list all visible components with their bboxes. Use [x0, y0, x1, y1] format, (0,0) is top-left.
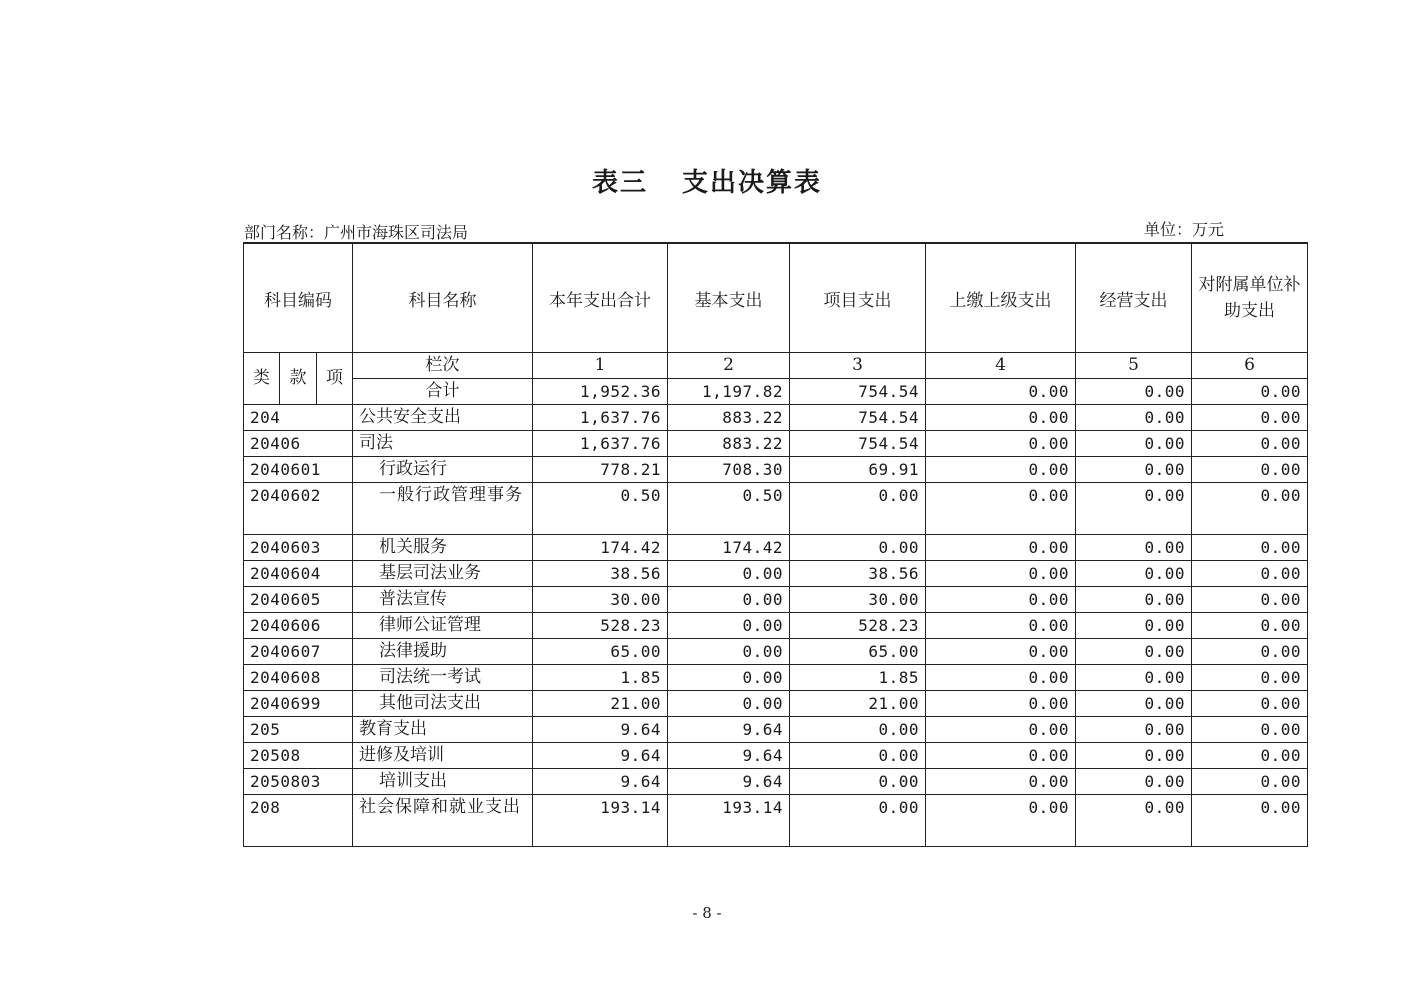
- row-v4: 0.00: [926, 483, 1076, 535]
- row-v6: 0.00: [1192, 795, 1308, 847]
- row-name: 公共安全支出: [353, 405, 533, 431]
- row-name: 机关服务: [353, 535, 533, 561]
- header-lei: 类: [244, 353, 280, 405]
- row-v2: 0.50: [668, 483, 790, 535]
- header-lanci: 栏次: [353, 353, 533, 379]
- row-v3: 0.00: [790, 795, 926, 847]
- row-v4: 0.00: [926, 665, 1076, 691]
- table-row: [244, 795, 1308, 847]
- header-subsidy: 对附属单位补助支出: [1192, 243, 1308, 353]
- header-code: 科目编码: [244, 243, 353, 353]
- row-v4: 0.00: [926, 405, 1076, 431]
- row-v4: 0.00: [926, 587, 1076, 613]
- row-v1: 193.14: [533, 795, 668, 847]
- expenditure-table: [243, 242, 1308, 847]
- row-v1: 65.00: [533, 639, 668, 665]
- row-v6: 0.00: [1192, 431, 1308, 457]
- row-v6: 0.00: [1192, 457, 1308, 483]
- row-v6: 0.00: [1192, 405, 1308, 431]
- row-v1: 528.23: [533, 613, 668, 639]
- row-code: 2040601: [244, 457, 353, 483]
- row-v1: 9.64: [533, 743, 668, 769]
- row-name: 培训支出: [353, 769, 533, 795]
- row-v2: 9.64: [668, 769, 790, 795]
- table-row: [244, 691, 1308, 717]
- row-v2: 174.42: [668, 535, 790, 561]
- col-num-3: 3: [790, 353, 926, 379]
- row-v4: 0.00: [926, 613, 1076, 639]
- row-v6: 0.00: [1192, 639, 1308, 665]
- row-v5: 0.00: [1076, 743, 1192, 769]
- row-v4: 0.00: [926, 639, 1076, 665]
- row-v5: 0.00: [1076, 769, 1192, 795]
- row-v5: 0.00: [1076, 639, 1192, 665]
- header-name: 科目名称: [353, 243, 533, 353]
- table-row: [244, 769, 1308, 795]
- row-name: 教育支出: [353, 717, 533, 743]
- row-code: 2040602: [244, 483, 353, 535]
- row-v3: 0.00: [790, 717, 926, 743]
- row-code: 2040606: [244, 613, 353, 639]
- row-v3: 754.54: [790, 431, 926, 457]
- row-code: 2050803: [244, 769, 353, 795]
- row-name: 司法: [353, 431, 533, 457]
- row-name: 基层司法业务: [353, 561, 533, 587]
- row-v1: 1,637.76: [533, 431, 668, 457]
- table-row: [244, 405, 1308, 431]
- col-num-4: 4: [926, 353, 1076, 379]
- header-kuan: 款: [280, 353, 317, 405]
- row-v5: 0.00: [1076, 691, 1192, 717]
- row-v5: 0.00: [1076, 405, 1192, 431]
- row-v5: 0.00: [1076, 613, 1192, 639]
- row-v2: 9.64: [668, 743, 790, 769]
- header-business: 经营支出: [1076, 243, 1192, 353]
- row-v6: 0.00: [1192, 717, 1308, 743]
- table-row: [244, 457, 1308, 483]
- row-v1: 21.00: [533, 691, 668, 717]
- row-v4: 0.00: [926, 691, 1076, 717]
- row-code: 2040603: [244, 535, 353, 561]
- row-v3: 38.56: [790, 561, 926, 587]
- row-v1: 174.42: [533, 535, 668, 561]
- row-name: 律师公证管理: [353, 613, 533, 639]
- row-v5: 0.00: [1076, 483, 1192, 535]
- row-code: 20406: [244, 431, 353, 457]
- row-code: 2040604: [244, 561, 353, 587]
- page-title: [0, 162, 1414, 199]
- row-v5: 0.00: [1076, 431, 1192, 457]
- table-row: [244, 717, 1308, 743]
- total-row: [244, 379, 1308, 405]
- row-v4: 0.00: [926, 535, 1076, 561]
- row-v3: 528.23: [790, 613, 926, 639]
- row-code: 2040699: [244, 691, 353, 717]
- table-row: [244, 431, 1308, 457]
- row-v3: 0.00: [790, 769, 926, 795]
- row-v1: 1.85: [533, 665, 668, 691]
- row-code: 2040608: [244, 665, 353, 691]
- row-v6: 0.00: [1192, 743, 1308, 769]
- row-v2: 883.22: [668, 405, 790, 431]
- row-v3: 0.00: [790, 483, 926, 535]
- row-code: 20508: [244, 743, 353, 769]
- row-name: 社会保障和就业支出: [353, 795, 533, 847]
- row-v5: 0.00: [1076, 587, 1192, 613]
- row-v6: 0.00: [1192, 587, 1308, 613]
- row-v1: 0.50: [533, 483, 668, 535]
- row-v4: 0.00: [926, 457, 1076, 483]
- col-num-1: 1: [533, 353, 668, 379]
- row-v3: 754.54: [790, 405, 926, 431]
- row-v2: 0.00: [668, 587, 790, 613]
- row-v4: 0.00: [926, 717, 1076, 743]
- row-v2: 0.00: [668, 561, 790, 587]
- row-code: 205: [244, 717, 353, 743]
- col-num-5: 5: [1076, 353, 1192, 379]
- row-v5: 0.00: [1076, 457, 1192, 483]
- row-v5: 0.00: [1076, 535, 1192, 561]
- row-name: 司法统一考试: [353, 665, 533, 691]
- row-v3: 65.00: [790, 639, 926, 665]
- table-row: [244, 561, 1308, 587]
- col-num-6: 6: [1192, 353, 1308, 379]
- row-v6: 0.00: [1192, 535, 1308, 561]
- header-basic: 基本支出: [668, 243, 790, 353]
- header-upper: 上缴上级支出: [926, 243, 1076, 353]
- row-v3: 30.00: [790, 587, 926, 613]
- row-v6: 0.00: [1192, 691, 1308, 717]
- table-row: [244, 535, 1308, 561]
- row-name: 行政运行: [353, 457, 533, 483]
- row-v6: 0.00: [1192, 561, 1308, 587]
- row-v6: 0.00: [1192, 613, 1308, 639]
- row-v5: 0.00: [1076, 561, 1192, 587]
- row-v2: 0.00: [668, 639, 790, 665]
- total-v3: 754.54: [790, 379, 926, 405]
- row-v2: 0.00: [668, 613, 790, 639]
- page-number: - 8 -: [692, 904, 722, 922]
- header-row: [244, 243, 1308, 353]
- row-v3: 21.00: [790, 691, 926, 717]
- row-name: 一般行政管理事务: [353, 483, 533, 535]
- row-code: 208: [244, 795, 353, 847]
- row-name: 普法宣传: [353, 587, 533, 613]
- col-num-2: 2: [668, 353, 790, 379]
- row-v4: 0.00: [926, 561, 1076, 587]
- row-name: 其他司法支出: [353, 691, 533, 717]
- row-v5: 0.00: [1076, 665, 1192, 691]
- title-part2: 支出决算表: [682, 168, 823, 198]
- total-v6: 0.00: [1192, 379, 1308, 405]
- row-v1: 1,637.76: [533, 405, 668, 431]
- row-v2: 9.64: [668, 717, 790, 743]
- row-v2: 708.30: [668, 457, 790, 483]
- total-v1: 1,952.36: [533, 379, 668, 405]
- total-v5: 0.00: [1076, 379, 1192, 405]
- header-project: 项目支出: [790, 243, 926, 353]
- title-part1: 表三: [591, 168, 648, 198]
- row-v2: 193.14: [668, 795, 790, 847]
- table-row: [244, 587, 1308, 613]
- unit-label: 单位：万元: [1144, 220, 1225, 239]
- row-name: 进修及培训: [353, 743, 533, 769]
- row-v4: 0.00: [926, 795, 1076, 847]
- total-v2: 1,197.82: [668, 379, 790, 405]
- row-v1: 38.56: [533, 561, 668, 587]
- department-label: 部门名称：广州市海珠区司法局: [244, 223, 469, 242]
- row-v3: 0.00: [790, 535, 926, 561]
- row-v3: 0.00: [790, 743, 926, 769]
- row-v1: 30.00: [533, 587, 668, 613]
- header-xiang: 项: [317, 353, 353, 405]
- total-v4: 0.00: [926, 379, 1076, 405]
- row-v1: 9.64: [533, 769, 668, 795]
- row-name: 法律援助: [353, 639, 533, 665]
- row-v1: 778.21: [533, 457, 668, 483]
- row-v2: 883.22: [668, 431, 790, 457]
- table-row: [244, 743, 1308, 769]
- table-row: [244, 639, 1308, 665]
- row-v6: 0.00: [1192, 483, 1308, 535]
- row-v3: 1.85: [790, 665, 926, 691]
- table-row: [244, 483, 1308, 535]
- total-label: 合计: [353, 379, 533, 405]
- row-code: 2040605: [244, 587, 353, 613]
- header-total: 本年支出合计: [533, 243, 668, 353]
- row-v2: 0.00: [668, 691, 790, 717]
- row-v5: 0.00: [1076, 795, 1192, 847]
- row-v4: 0.00: [926, 431, 1076, 457]
- row-code: 2040607: [244, 639, 353, 665]
- row-v1: 9.64: [533, 717, 668, 743]
- row-v4: 0.00: [926, 769, 1076, 795]
- row-v6: 0.00: [1192, 769, 1308, 795]
- row-v4: 0.00: [926, 743, 1076, 769]
- row-v2: 0.00: [668, 665, 790, 691]
- table-row: [244, 665, 1308, 691]
- row-v5: 0.00: [1076, 717, 1192, 743]
- column-number-row: [244, 353, 1308, 379]
- row-v6: 0.00: [1192, 665, 1308, 691]
- row-code: 204: [244, 405, 353, 431]
- table-row: [244, 613, 1308, 639]
- row-v3: 69.91: [790, 457, 926, 483]
